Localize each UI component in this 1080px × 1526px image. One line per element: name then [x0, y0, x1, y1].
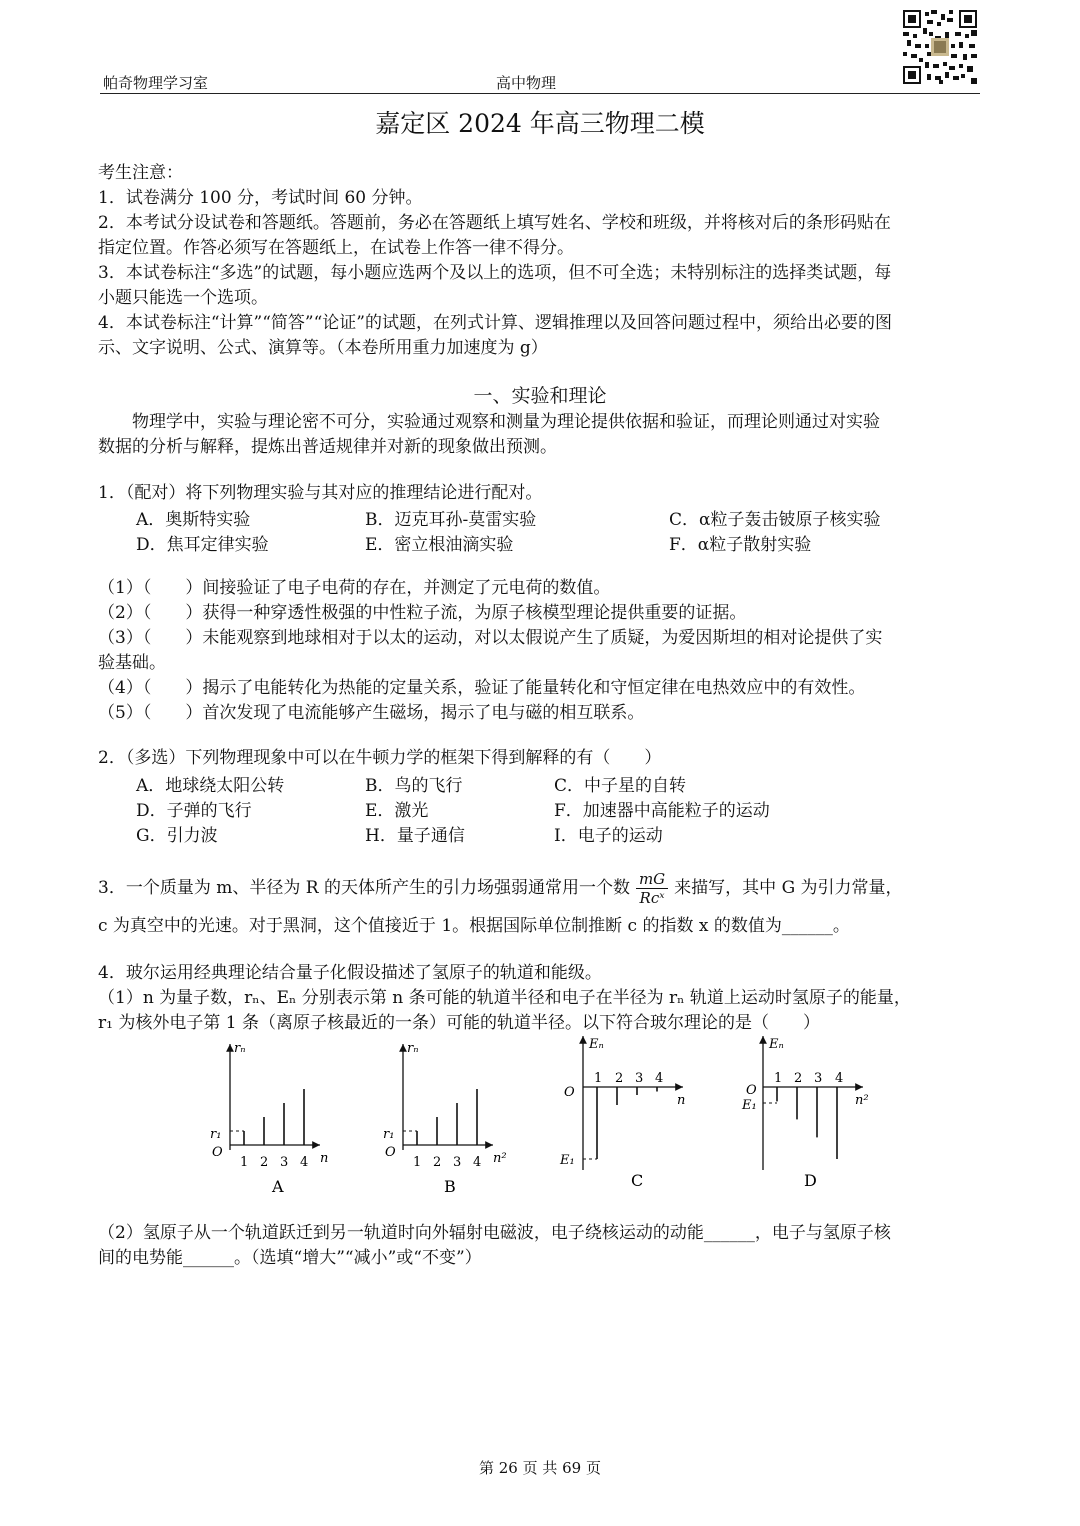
- q3-text-b: 来描写，其中 G 为引力常量，: [674, 878, 903, 898]
- notice-item: 示、文字说明、公式、演算等。（本卷所用重力加速度为 g）: [98, 338, 548, 358]
- q3-fraction: [636, 870, 668, 907]
- q1-subquestion: （2）（ ）获得一种穿透性极强的中性粒子流，为原子核模型理论提供重要的证据。: [98, 603, 747, 623]
- notice-item: 3．本试卷标注“多选”的试题，每小题应选两个及以上的选项，但不可全选；未特别标注的选择类试题，每: [98, 263, 892, 283]
- graph-a-tick: 3: [280, 1155, 289, 1170]
- graph-d: [741, 1036, 869, 1190]
- q3-fraction-numerator: mG: [636, 870, 668, 889]
- graph-b-label: B: [444, 1177, 456, 1196]
- q1-option: E．密立根油滴实验: [365, 535, 514, 555]
- section-intro: 物理学中，实验与理论密不可分，实验通过观察和测量为理论提供依据和验证，而理论则通过对实验: [132, 412, 880, 432]
- graph-a-tick: 4: [300, 1155, 309, 1170]
- q2-option: I．电子的运动: [554, 826, 663, 846]
- graph-a-ref: r₁: [210, 1127, 222, 1142]
- graph-a: [210, 1041, 328, 1196]
- graph-c: [559, 1036, 685, 1190]
- q3-text-a: 3．一个质量为 m、半径为 R 的天体所产生的引力场强弱通常用一个数: [98, 878, 630, 898]
- graph-c-ylabel: Eₙ: [589, 1037, 604, 1052]
- graph-c-tick: 4: [655, 1071, 664, 1086]
- q2-option: B．鸟的飞行: [365, 776, 463, 796]
- graph-b-tick: 2: [433, 1155, 442, 1170]
- q2-option: G．引力波: [136, 826, 218, 846]
- qr-code-icon: [903, 10, 977, 84]
- graph-d-label: D: [804, 1171, 817, 1190]
- q4-part1: （1）n 为量子数，rₙ、Eₙ 分别表示第 n 条可能的轨道半径和电子在半径为 rₙ 轨道上运动时氢原子的能量，: [98, 988, 911, 1008]
- graph-d-ref: E₁: [742, 1098, 757, 1113]
- graph-a-xlabel: n: [320, 1151, 329, 1166]
- q1-option: F．α粒子散射实验: [669, 535, 812, 555]
- notice-item: 4．本试卷标注“计算”“简答”“论证”的试题，在列式计算、逻辑推理以及回答问题过程中，须给出必要的图: [98, 313, 892, 333]
- q4-part1: r₁ 为核外电子第 1 条（离原子核最近的一条）可能的轨道半径。以下符合玻尔理论的是（ ）: [98, 1013, 820, 1033]
- graph-b-ylabel: rₙ: [407, 1041, 419, 1056]
- q1-subquestion: （4）（ ）揭示了电能转化为热能的定量关系，验证了能量转化和守恒定律在电热效应中的有效性。: [98, 678, 866, 698]
- graph-b-tick: 3: [453, 1155, 462, 1170]
- q1-subquestion: （3）（ ）未能观察到地球相对于以太的运动，对以太假说产生了质疑，为爱因斯坦的相对论提供了实: [98, 628, 883, 648]
- graph-a-label: A: [272, 1177, 284, 1196]
- graph-c-xlabel: n: [677, 1093, 686, 1108]
- q1-subquestion: （5）（ ）首次发现了电流能够产生磁场，揭示了电与磁的相互联系。: [98, 703, 645, 723]
- q2-option: H．量子通信: [365, 826, 465, 846]
- graph-a-origin: O: [212, 1145, 223, 1160]
- header-left: 帕奇物理学习室: [103, 74, 209, 92]
- graph-c-tick: 3: [635, 1071, 644, 1086]
- section-title: 一、实验和理论: [473, 385, 607, 407]
- notice-heading: 考生注意：: [98, 163, 183, 183]
- graph-b-xlabel: n²: [493, 1151, 507, 1166]
- q4-part2: （2）氢原子从一个轨道跃迁到另一轨道时向外辐射电磁波，电子绕核运动的动能______，电子与氢原子核: [98, 1223, 891, 1243]
- q1-option: A．奥斯特实验: [136, 510, 251, 530]
- q2-option: F．加速器中高能粒子的运动: [554, 801, 770, 821]
- graph-c-tick: 1: [594, 1071, 603, 1086]
- notice-item: 1．试卷满分 100 分，考试时间 60 分钟。: [98, 188, 423, 208]
- graph-a-tick: 2: [260, 1155, 269, 1170]
- q4-graphs: [190, 1030, 890, 1200]
- graph-c-origin: O: [564, 1085, 575, 1100]
- section-intro: 数据的分析与解释，提炼出普适规律并对新的现象做出预测。: [98, 437, 557, 457]
- q1-option: B．迈克耳孙-莫雷实验: [365, 510, 537, 530]
- q1-option: C．α粒子轰击铍原子核实验: [669, 510, 881, 530]
- q2-option: A．地球绕太阳公转: [136, 776, 285, 796]
- graph-b-tick: 1: [413, 1155, 422, 1170]
- graph-b-origin: O: [385, 1145, 396, 1160]
- q2-option: E．激光: [365, 801, 429, 821]
- graph-d-ylabel: Eₙ: [769, 1037, 784, 1052]
- question-2-stem: 2．（多选）下列物理现象中可以在牛顿力学的框架下得到解释的有（ ）: [98, 748, 662, 768]
- graph-d-tick: 3: [814, 1071, 823, 1086]
- q4-part2: 间的电势能______。（选填“增大”“减小”或“不变”）: [98, 1248, 482, 1268]
- page-number: 第 26 页 共 69 页: [478, 1459, 601, 1477]
- graph-d-origin: O: [746, 1083, 757, 1098]
- q2-option: C．中子星的自转: [554, 776, 687, 796]
- q1-subquestion: 验基础。: [98, 653, 166, 673]
- question-3-line1: [98, 868, 903, 908]
- graph-d-xlabel: n²: [855, 1093, 869, 1108]
- q2-option: D．子弹的飞行: [136, 801, 252, 821]
- notice-item: 指定位置。作答必须写在答题纸上，在试卷上作答一律不得分。: [98, 238, 574, 258]
- graph-b-tick: 4: [473, 1155, 482, 1170]
- graph-b-ref: r₁: [383, 1127, 395, 1142]
- graph-d-tick: 2: [794, 1071, 803, 1086]
- graph-d-tick: 4: [835, 1071, 844, 1086]
- graph-a-ylabel: rₙ: [234, 1041, 246, 1056]
- q1-option: D．焦耳定律实验: [136, 535, 269, 555]
- graph-d-tick: 1: [774, 1071, 783, 1086]
- header-center: 高中物理: [496, 74, 557, 92]
- notice-item: 2．本考试分设试卷和答题纸。答题前，务必在答题纸上填写姓名、学校和班级，并将核对后的条形码贴在: [98, 213, 891, 233]
- q3-fraction-denominator: Rcˣ: [639, 889, 665, 907]
- graph-a-tick: 1: [240, 1155, 249, 1170]
- notice-item: 小题只能选一个选项。: [98, 288, 268, 308]
- question-3-line2: c 为真空中的光速。对于黑洞，这个值接近于 1。根据国际单位制推断 c 的指数 x 的数值为______。: [98, 916, 850, 936]
- graph-c-tick: 2: [615, 1071, 624, 1086]
- header-rule: [100, 93, 980, 94]
- graph-b: [383, 1041, 507, 1196]
- question-4-stem: 4．玻尔运用经典理论结合量子化假设描述了氢原子的轨道和能级。: [98, 963, 602, 983]
- question-1-stem: 1．（配对）将下列物理实验与其对应的推理结论进行配对。: [98, 483, 543, 503]
- graph-c-ref: E₁: [560, 1153, 575, 1168]
- graph-c-label: C: [631, 1171, 644, 1190]
- page-title: 嘉定区 2024 年高三物理二模: [375, 109, 705, 138]
- q1-subquestion: （1）（ ）间接验证了电子电荷的存在，并测定了元电荷的数值。: [98, 578, 611, 598]
